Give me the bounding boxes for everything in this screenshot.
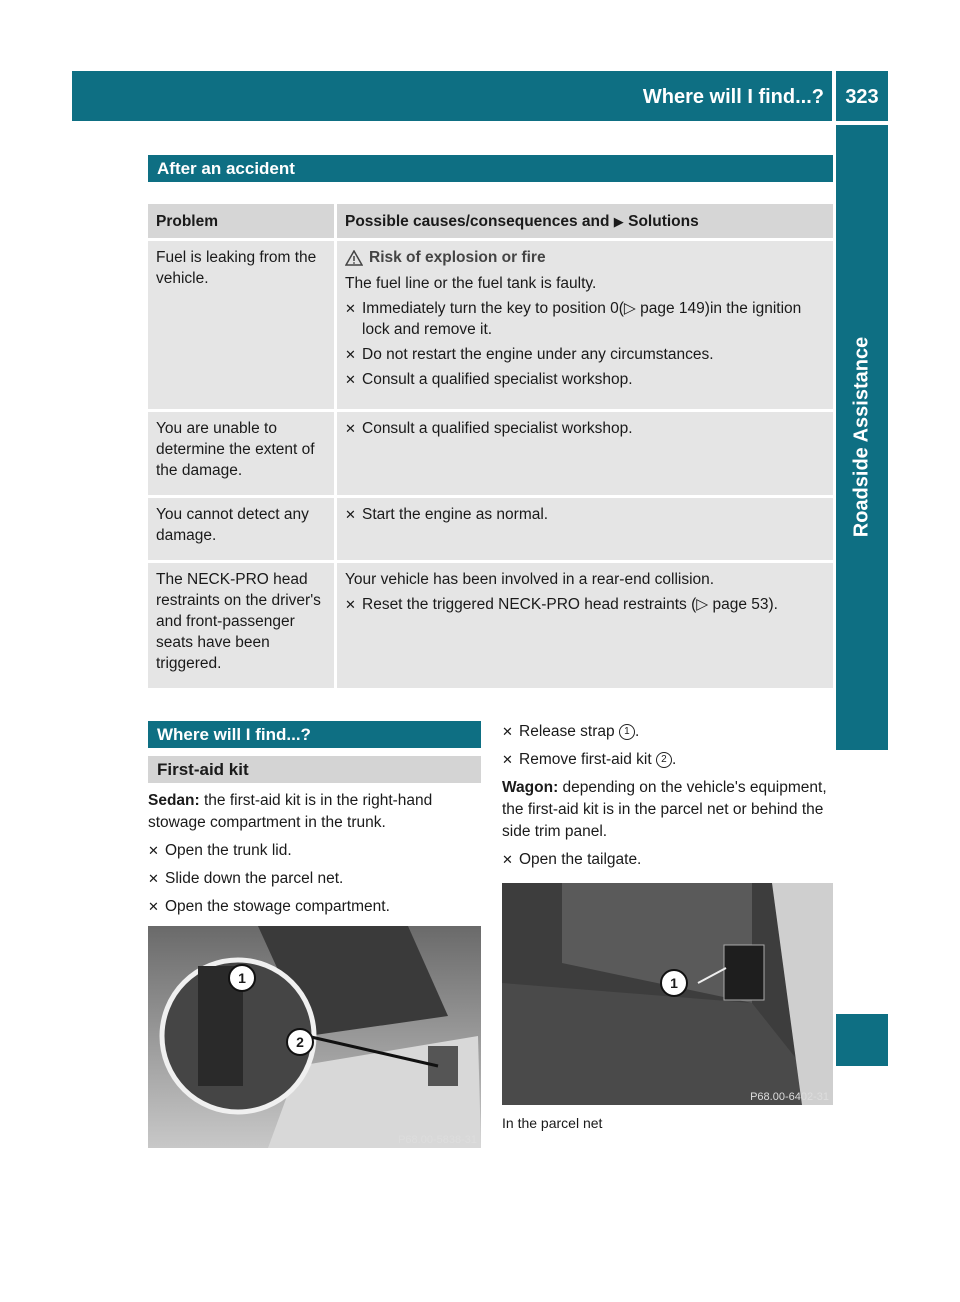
callout-number-icon: 2 [656,752,672,768]
wagon-paragraph [502,777,835,843]
solution-cell [334,498,833,560]
section-heading-accident: After an accident [148,155,833,182]
solution-cell [334,563,833,688]
step-item: ✕ Slide down the parcel net. [148,868,481,890]
step-item: ✕ Open the trunk lid. [148,840,481,862]
step-item: ✕ Do not restart the engine under any circumstances. [345,344,827,365]
step-item: ✕ Consult a qualified specialist workshop. [345,369,827,390]
sedan-trunk-illustration [148,926,481,1148]
page-title: Where will I find...? [642,86,824,108]
step-item: ✕ Consult a qualified specialist workshop. [345,418,827,439]
step-text-end: . [634,723,640,740]
step-item: ✕ Open the stowage compartment. [148,896,481,918]
wagon-label: Wagon: [502,779,559,796]
left-column [148,790,481,924]
table-header-row [148,204,833,238]
section-heading-find: Where will I find...? [148,721,481,748]
cause-text: The fuel line or the fuel tank is faulty. [345,275,597,292]
step-item [502,749,835,771]
col-header-solutions-label: Solutions [628,212,699,230]
subsection-heading-first-aid: First-aid kit [148,756,481,783]
cause-text: Your vehicle has been involved in a rear-end collision. [345,571,715,588]
image-code: P68.00-5838-31 [398,1134,477,1146]
side-tab-label: Roadside Assistance [850,336,873,538]
callout-2: 2 [286,1028,314,1056]
problem-cell: Fuel is leaking from the vehicle. [148,241,334,409]
callout-1: 1 [228,964,256,992]
accident-table [148,201,833,691]
col-header-causes [334,204,833,238]
sedan-text: the first-aid kit is in the right-hand stowage compartment in the trunk. [148,792,433,831]
solution-cell [334,241,833,409]
step-item: ✕ Start the engine as normal. [345,504,827,525]
callout-1: 1 [660,969,688,997]
warning-line [345,247,827,268]
col-header-problem: Problem [148,204,334,238]
image-caption: In the parcel net [502,1115,603,1131]
problem-cell: You cannot detect any damage. [148,498,334,560]
step-item: ✕ Immediately turn the key to position 0(▷ page 149)in the ignition lock and remove it. [345,298,827,340]
table-row [148,412,833,495]
table-row [148,498,833,560]
page-number: 323 [845,86,879,108]
sedan-trunk-image [148,926,481,1148]
side-tab-marker [836,1014,888,1066]
step-text: Release strap [519,723,619,740]
sedan-label: Sedan: [148,792,200,809]
warning-triangle-icon [345,250,363,266]
step-text: Remove first-aid kit [519,751,656,768]
wagon-cargo-image [502,883,833,1105]
right-column [502,721,835,877]
problem-cell: You are unable to determine the extent of the damage. [148,412,334,495]
sedan-paragraph [148,790,481,834]
callout-number-icon: 1 [619,724,635,740]
solution-cell [334,412,833,495]
problem-cell: The NECK-PRO head restraints on the driver's and front-passenger seats have been triggered. [148,563,334,688]
step-item: ✕ Reset the triggered NECK-PRO head restraints (▷ page 53). [345,594,827,615]
table-row [148,563,833,688]
table-row [148,241,833,409]
step-item [502,721,835,743]
wagon-text: depending on the vehicle's equipment, the first-aid kit is in the parcel net or behind the side trim panel. [502,779,827,840]
step-text-end: . [671,751,677,768]
warning-text: Risk of explosion or fire [369,249,546,266]
image-code: P68.00-6402-31 [750,1091,829,1103]
step-item: ✕ Open the tailgate. [502,849,835,871]
arrow-right-icon: ▶ [613,213,624,229]
col-header-causes-label: Possible causes/consequences and [345,212,610,230]
